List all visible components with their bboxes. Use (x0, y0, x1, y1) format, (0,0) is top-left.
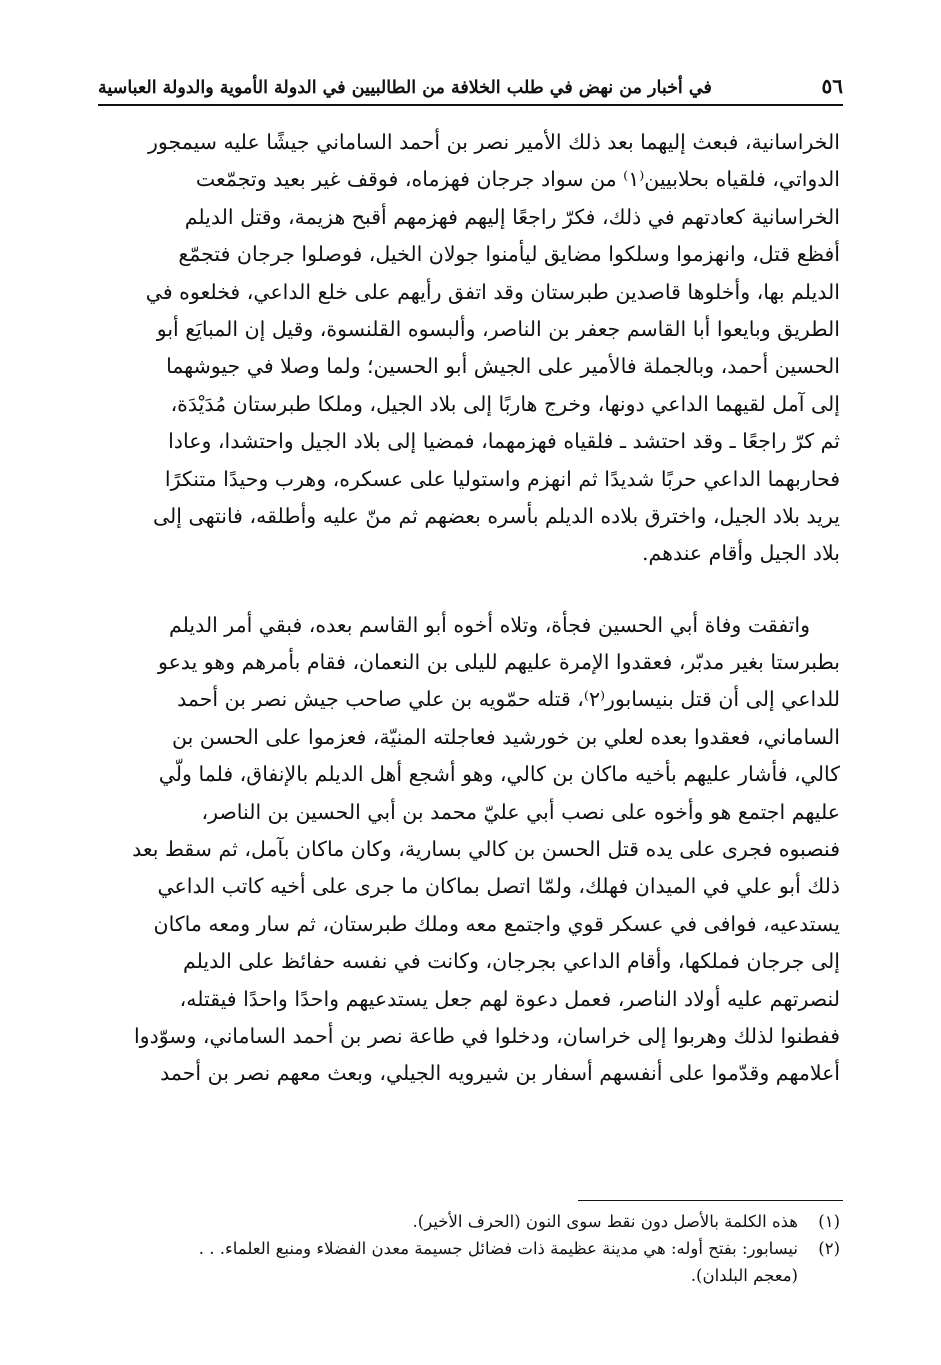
footnotes (100, 1208, 840, 1289)
text-line: الخراسانية، فبعث إليهما بعد ذلك الأمير نصر بن أحمد الساماني جيشًا عليه سيمجور (148, 130, 840, 154)
text-line: الساماني، فعقدوا بعده لعلي بن خورشيد فعاجلته المنيّة، فعزموا على الحسن بن (171, 724, 840, 749)
page-number: ٥٦ (821, 74, 843, 98)
page-header (98, 66, 843, 106)
paragraph-2 (100, 607, 840, 1093)
text-line: ذلك أبو علي في الميدان فهلك، ولمّا اتصل بماكان ما جرى على أخيه كاتب الداعي (157, 874, 840, 899)
footnote-2 (100, 1235, 840, 1262)
footnote-2-continuation: (معجم البلدان). (690, 1266, 798, 1285)
paragraph-1 (100, 124, 840, 573)
text-line: عليهم اجتمع هو وأخوه على نصب أبي عليّ محمد بن أبي الحسين بن الناصر، (201, 799, 840, 824)
main-text (100, 124, 840, 1093)
text-line: إلى آمل لقيهما الداعي دونها، وخرج هاربًا إلى بلاد الجيل، وملكا طبرستان مُدَيْدَة، (170, 391, 840, 416)
text-line: فنصبوه فجرى على يده قتل الحسن بن كالي بسارية، وكان ماكان بآمل، ثم سقط بعد (132, 837, 840, 862)
text-line: الحسين أحمد، وبالجملة فالأمير على الجيش أبو الحسين؛ ولما وصلا في جيوشهما (166, 354, 840, 379)
footnote-1 (100, 1208, 840, 1235)
footnote-text: نيسابور: بفتح أوله: هي مدينة عظيمة ذات فضائل جسيمة معدن الفضلاء ومنبع العلماء. . . (198, 1239, 798, 1258)
text-line: بلاد الجيل وأقام عندهم. (642, 541, 840, 566)
footnote-number: (٢) (818, 1239, 840, 1258)
text-line: يريد بلاد الجيل، واخترق بلاده الديلم بأسره بعضهم ثم منّ عليه وأطلقه، فانتهى إلى (152, 503, 840, 528)
running-title: في أخبار من نهض في طلب الخلافة من الطالبيين في الدولة الأموية والدولة العباسية (98, 78, 712, 98)
text-line: ففطنوا لذلك وهربوا إلى خراسان، ودخلوا في طاعة نصر بن أحمد الساماني، وسوّدوا (133, 1023, 840, 1048)
text-line: واتفقت وفاة أبي الحسين فجأة، وتلاه أخوه أبو القاسم بعده، فبقي أمر الديلم (168, 612, 810, 637)
text-line: يستدعيه، فوافى في عسكر قوي واجتمع معه وملك طبرستان، ثم سار ومعه ماكان (153, 911, 840, 936)
text-line: ثم كرّ راجعًا ـ وقد احتشد ـ فلقياه فهزمهما، فمضيا إلى بلاد الجيل واحتشدا، وعادا (168, 429, 840, 454)
text-line: الديلم بها، وأخلوها قاصدين طبرستان وقد اتفق رأيهم على خلع الداعي، فخلعوه في (145, 279, 840, 304)
text-line: الطريق وبايعوا أبا القاسم جعفر بن الناصر، وألبسوه القلنسوة، وقيل إن المبايَع أبو (156, 316, 840, 341)
text-line: أعلامهم وقدّموا على أنفسهم أسفار بن شيرويه الجيلي، وبعث معهم نصر بن أحمد (160, 1061, 840, 1086)
text-line: فحاربهما الداعي حربًا شديدًا ثم انهزم واستوليا على عسكره، وهرب وحيدًا متنكرًا (164, 466, 840, 491)
text-line: الدواتي، فلقياه بحلابيين⁽١⁾ من سواد جرجان فهزماه، فوقف غير بعيد وتجمّعت (195, 167, 840, 192)
text-line: للداعي إلى أن قتل بنيسابور⁽٢⁾، قتله حمّويه بن علي صاحب جيش نصر بن أحمد (177, 687, 840, 712)
text-line: إلى جرجان فملكها، وأقام الداعي بجرجان، وكانت في نفسه حفائظ على الديلم (182, 949, 840, 974)
footnote-text: هذه الكلمة بالأصل دون نقط سوى النون (الحرف الأخير). (412, 1212, 798, 1231)
text-line: أفظع قتل، وانهزموا وسلكوا مضايق ليأمنوا جولان الخيل، فوصلوا جرجان فتجمّع (178, 242, 840, 267)
paragraph-gap (100, 573, 840, 607)
text-line: لنصرتهم عليه أولاد الناصر، فعمل دعوة لهم جعل يستدعيهم واحدًا واحدًا فيقتله، (179, 986, 840, 1011)
text-line: الخراسانية كعادتهم في ذلك، فكرّ راجعًا إليهم فهزمهم أقبح هزيمة، وقتل الديلم (184, 204, 840, 229)
footnote-divider (578, 1200, 843, 1201)
footnote-number: (١) (818, 1212, 840, 1231)
text-line: بطبرستا بغير مدبّر، فعقدوا الإمرة عليهم لليلى بن النعمان، فقام بأمرهم وهو يدعو (157, 650, 840, 675)
text-line: كالي، فأشار عليهم بأخيه ماكان بن كالي، وهو أشجع أهل الديلم بالإنفاق، فلما ولّي (158, 762, 840, 787)
